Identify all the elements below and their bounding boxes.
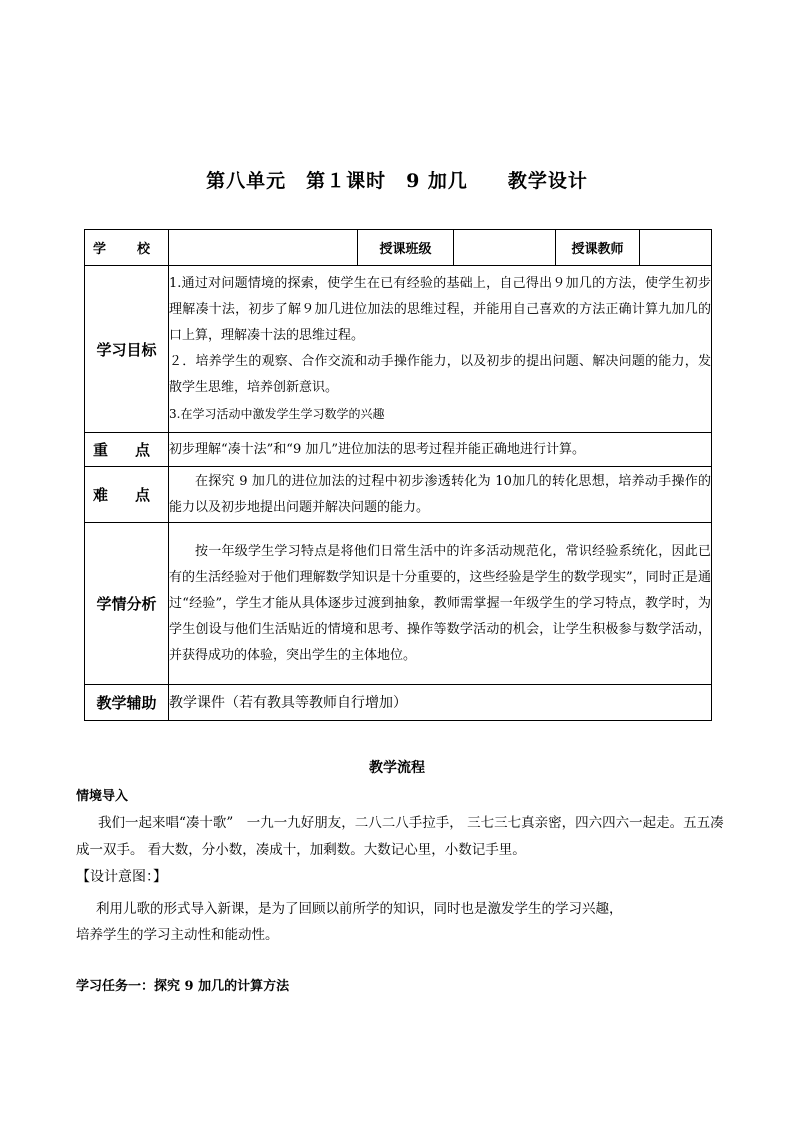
teacher-value-cell [640, 230, 712, 266]
goals-row [85, 266, 712, 433]
intro-text: 我们一起来唱“凑十歌” 一九一九好朋友，二八二八手拉手， 三七三七真亲密，四六四六一起走。五五凑成一双手。 看大数，分小数，凑成十，加剩数。大数记心里，小数记手里。 [76, 815, 724, 858]
class-value-cell [454, 230, 556, 266]
school-label-cell [85, 230, 169, 266]
analysis-row [85, 523, 712, 685]
difficulty-label-char-1: 难 [93, 486, 109, 504]
school-label-char-1: 学 [93, 242, 107, 257]
analysis-text: 按一年级学生学习特点是将他们日常生活中的许多活动规范化，常识经验系统化，因此已有的生活经验对于他们理解数学知识是十分重要的，这些经验是学生的数学现实”，同时正是通过“经验”，学生才能从具体逐步过渡到抽象，教师需掌握一年级学生的学习特点，教学时，为学生创设与他们生活贴近的情境和思考、操作等数学活动的机会，让学生积极参与数学活动，并获得成功的体验，突出学生的主体地位。 [169, 523, 712, 685]
school-label-char-2: 校 [136, 242, 150, 257]
goals-label: 学习目标 [85, 266, 169, 433]
school-value-cell [169, 230, 358, 266]
key-point-text: 初步理解“凑十法”和“9 加几”进位加法的思考过程并能正确地进行计算。 [169, 433, 712, 467]
analysis-label: 学情分析 [85, 523, 169, 685]
class-label: 授课班级 [358, 230, 454, 266]
intro-heading: 情境导入 [76, 789, 129, 804]
key-point-label-cell [85, 433, 169, 467]
difficulty-text: 在探究 9 加几的进位加法的过程中初步渗透转化为 10加几的转化思想，培养动手操作的能力以及初步地提出问题并解决问题的能力。 [169, 467, 712, 523]
goal-item-3: 3.在学习活动中激发学生学习数学的兴趣 [169, 407, 385, 421]
teacher-label: 授课教师 [556, 230, 640, 266]
flow-title: 教学流程 [369, 760, 425, 776]
goal-item-2: ２．培养学生的观察、合作交流和动手操作能力，以及初步的提出问题、解决问题的能力，发散学生思维，培养创新意识。 [169, 354, 711, 395]
aids-text: 教学课件（若有教具等教师自行增加） [169, 685, 712, 721]
document-title: 第八单元 第１课时 9 加几 教学设计 [206, 170, 588, 192]
task1-heading: 学习任务一：探究 9 加几的计算方法 [76, 979, 290, 994]
key-point-row [85, 433, 712, 467]
aids-row [85, 685, 712, 721]
lesson-info-table [84, 229, 712, 721]
aids-label: 教学辅助 [85, 685, 169, 721]
header-row [85, 230, 712, 266]
difficulty-row [85, 467, 712, 523]
key-point-label-char-1: 重 [93, 441, 109, 459]
goal-item-1: 1.通过对问题情境的探索，使学生在已有经验的基础上，自己得出９加几的方法，使学生初步理解凑十法，初步了解９加几进位加法的思维过程，并能用自己喜欢的方法正确计算九加几的口上算，理解凑十法的思维过程。 [169, 276, 711, 343]
difficulty-label-cell [85, 467, 169, 523]
design-intent-text: 利用儿歌的形式导入新课，是为了回顾以前所学的知识，同时也是激发学生的学习兴趣， [96, 901, 623, 917]
design-intent-text-2: 培养学生的学习主动性和能动性。 [76, 927, 279, 943]
key-point-label-char-2: 点 [134, 441, 150, 459]
design-intent-label: 【设计意图：】 [76, 869, 167, 885]
goals-content [169, 266, 712, 433]
difficulty-label-char-2: 点 [134, 486, 150, 504]
